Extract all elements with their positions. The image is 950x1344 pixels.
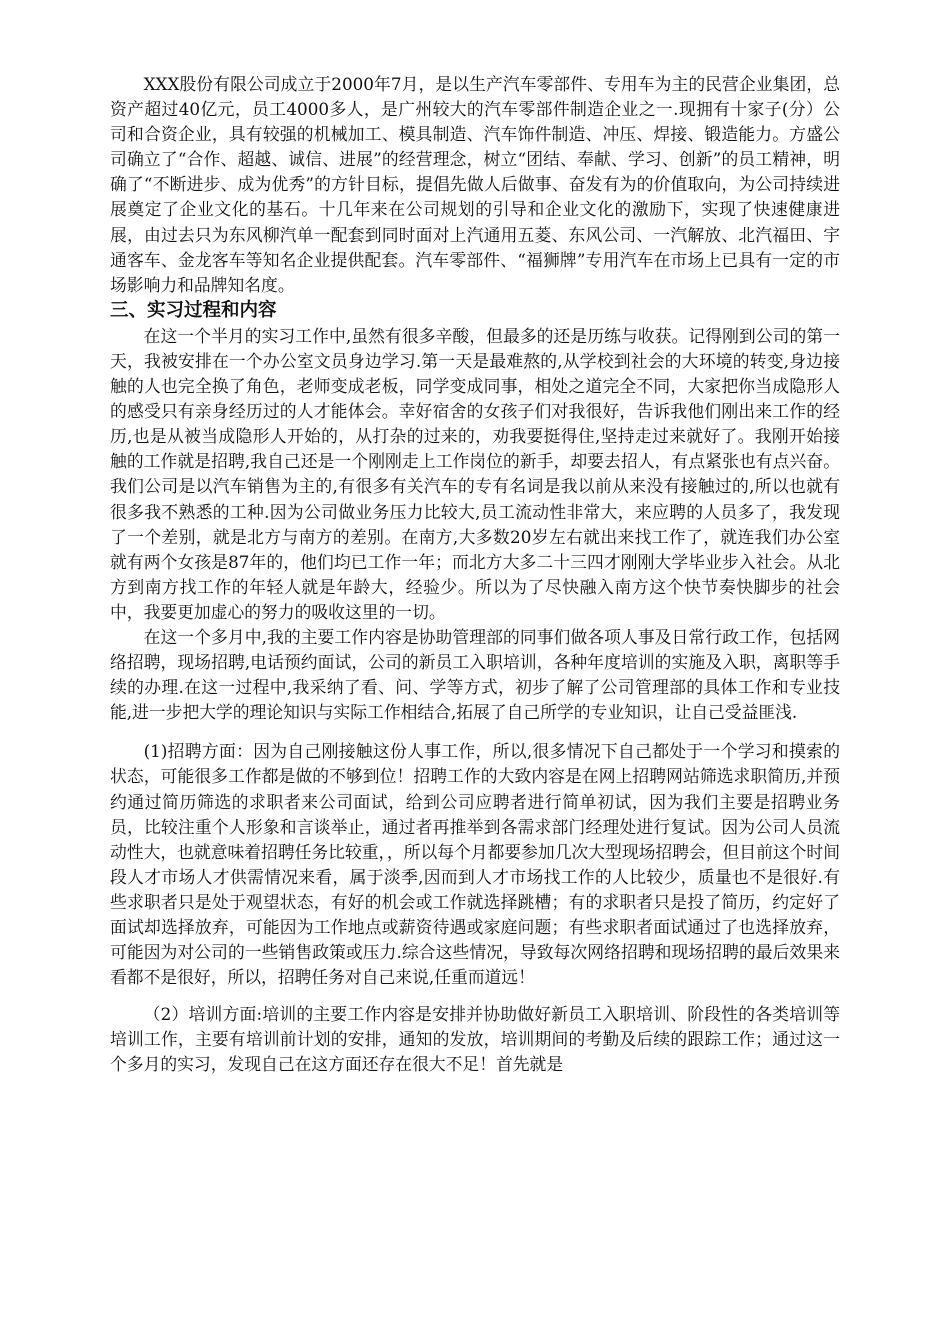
paragraph-spacer <box>110 725 840 739</box>
work-content-paragraph: 在这一个多月中,我的主要工作内容是协助管理部的同事们做各项人事及日常行政工作，包括网络招聘，现场招聘,电话预约面试，公司的新员工入职培训，各种年度培训的实施及入职，离职等手续的办理.在这一过程中,我采纳了看、问、学等方式，初步了解了公司管理部的具体工作和专业技能,进一步把大学的理论知识与实际工作相结合,拓展了自己所学的专业知识，让自己受益匪浅. <box>110 626 840 723</box>
internship-experience-paragraph: 在这一个半月的实习工作中,虽然有很多辛酸，但最多的还是历练与收获。记得刚到公司的第一天，我被安排在一个办公室文员身边学习.第一天是最难熬的,从学校到社会的大环境的转变,身边接触的人也完全换了角色，老师变成老板，同学变成同事，相处之道完全不同，大家把你当成隐形人的感受只有亲身经历过的人才能体会。幸好宿舍的女孩子们对我很好，告诉我他们刚出来工作的经历,也是从被当成隐形人开始的，从打杂的过来的，劝我要挺得住,坚持走过来就好了。我刚开始接触的工作就是招聘,我自己还是一个刚刚走上工作岗位的新手，却要去招人，有点紧张也有点兴奋。我们公司是以汽车销售为主的,有很多有关汽车的专有名词是我以前从来没有接触过的,所以也就有很多我不熟悉的工种.因为公司做业务压力比较大,员工流动性非常大，来应聘的人员多了，我发现了一个差别，就是北方与南方的差别。在南方,大多数20岁左右就出来找工作了，就连我们办公室就有两个女孩是87年的，他们均已工作一年；而北方大多二十三四才刚刚大学毕业步入社会。从北方到南方找工作的年轻人就是年龄大，经验少。所以为了尽快融入南方这个快节奏快脚步的社会中，我要更加虚心的努力的吸收这里的一切。 <box>110 325 840 622</box>
recruitment-paragraph: (1)招聘方面：因为自己刚接触这份人事工作，所以,很多情况下自己都处于一个学习和摸索的状态，可能很多工作都是做的不够到位！招聘工作的大致内容是在网上招聘网站筛选求职简历,并预约通过简历筛选的求职者来公司面试，给到公司应聘者进行简单初试，因为我们主要是招聘业务员，比较注重个人形象和言谈举止，通过者再推举到各需求部门经理处进行复试。因为公司人员流动性大，也就意味着招聘任务比较重，，所以每个月都要参加几次大型现场招聘会，但目前这个时间段人才市场人才供需情况来看，属于淡季,因而到人才市场找工作的人比较少，质量也不是很好.有些求职者只是处于观望状态，有好的机会或工作就选择跳槽；有的求职者只是投了简历，约定好了面试却选择放弃，可能因为工作地点或薪资待遇或家庭问题；有些求职者面试通过了也选择放弃，可能因为对公司的一些销售政策或压力.综合这些情况，导致每次网络招聘和现场招聘的最后效果来看都不是很好，所以，招聘任务对自己来说,任重而道远！ <box>110 741 840 988</box>
company-intro-paragraph: XXX股份有限公司成立于2000年7月，是以生产汽车零部件、专用车为主的民营企业集团，总资产超过40亿元，员工4000多人，是广州较大的汽车零部件制造企业之一.现拥有十家子(分）公司和合资企业，具有较强的机械加工、模具制造、汽车饰件制造、冲压、焊接、锻造能力。方盛公司确立了“合作、超越、诚信、进展”的经营理念，树立“团结、奉献、学习、创新”的员工精神，明确了“不断进步、成为优秀”的方针目标，提倡先做人后做事、奋发有为的价值取向，为公司持续进展奠定了企业文化的基石。十几年来在公司规划的引导和企业文化的激励下，实现了快速健康进展，由过去只为东风柳汽单一配套到同时面对上汽通用五菱、东风公司、一汽解放、北汽福田、宇通客车、金龙客车等知名企业提供配套。汽车零部件、“福狮牌”专用汽车在市场上已具有一定的市场影响力和品牌知名度。 <box>110 74 840 295</box>
document-page <box>110 72 840 1078</box>
training-paragraph: （2）培训方面:培训的主要工作内容是安排并协助做好新员工入职培训、阶段性的各类培训等培训工作，主要有培训前计划的安排，通知的发放，培训期间的考勤及后续的跟踪工作；通过这一个多月的实习，发现自己在这方面还存在很大不足！首先就是 <box>110 1004 840 1075</box>
section-heading: 三、实习过程和内容 <box>110 299 277 321</box>
paragraph-spacer <box>110 990 840 1002</box>
